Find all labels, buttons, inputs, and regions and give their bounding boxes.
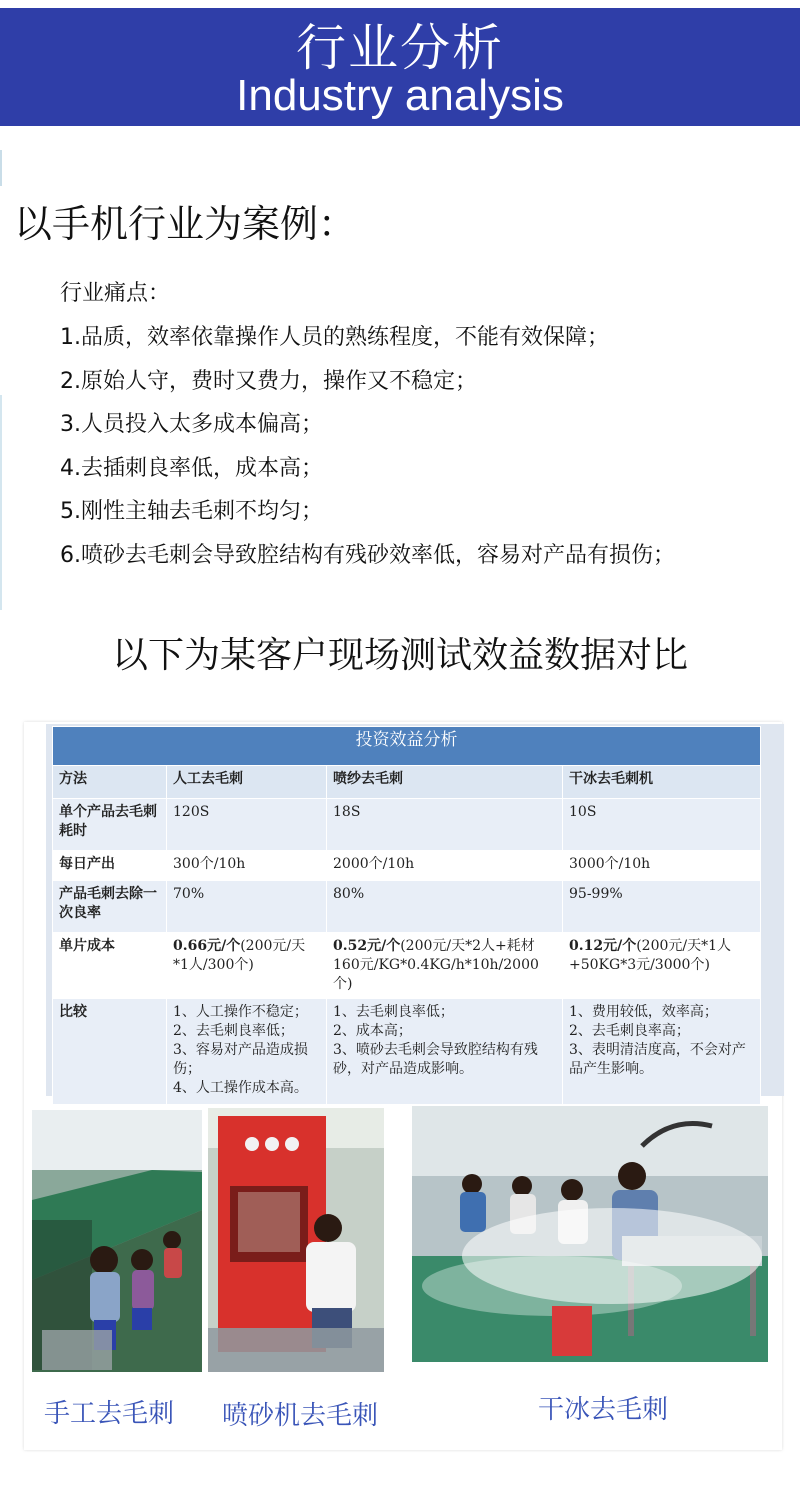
comparison-panel [24,722,782,1450]
compare-item: 4、人工操作成本高。 [173,1080,308,1096]
table-cell: 3000个/10h [563,851,761,881]
table-cell: 70% [167,881,327,933]
table-cell: 300个/10h [167,851,327,881]
table-row [53,881,761,933]
table-cell: 18S [327,799,563,851]
top-strip [0,0,800,8]
comparison-heading: 以下为某客户现场测试效益数据对比 [111,635,688,676]
compare-item: 2、成本高； [333,1023,412,1039]
pain-points-list [60,316,675,578]
table-cell [563,933,761,999]
compare-item: 1、人工操作不稳定； [173,1004,308,1020]
header-banner [0,8,800,126]
column-header: 人工去毛刺 [167,766,327,799]
compare-list [569,1003,754,1079]
table-cell [563,999,761,1105]
sandblasting-photo [208,1108,384,1372]
cost-detail: (200元/天*1人+50KG*3元/3000个) [569,938,732,973]
table-cell: 95-99% [563,881,761,933]
case-heading: 以手机行业为案例： [14,202,357,246]
table-cell [167,933,327,999]
banner-title-cn: 行业分析 [296,19,504,77]
table-row [53,933,761,999]
column-header: 方法 [53,766,167,799]
row-label: 每日产出 [53,851,167,881]
table-cell [327,933,563,999]
table-cell: 10S [563,799,761,851]
cost-value: 0.12元/个 [569,938,637,954]
cost-detail: (200元/天*1人/300个) [173,938,306,973]
table-cell: 2000个/10h [327,851,563,881]
row-label: 单片成本 [53,933,167,999]
column-header: 干冰去毛刺机 [563,766,761,799]
table-cell: 120S [167,799,327,851]
compare-item: 1、去毛刺良率低； [333,1004,454,1020]
pain-points-title: 行业痛点： [60,281,171,306]
column-header: 喷纱去毛刺 [327,766,563,799]
row-label: 单个产品去毛刺耗时 [53,799,167,851]
table-row [53,799,761,851]
table-row [53,999,761,1105]
cost-detail: (200元/天*2人+耗材160元/KG*0.4KG/h*10h/2000个) [333,938,539,992]
compare-item: 2、去毛刺良率低； [173,1023,294,1039]
pain-point-item: 5.刚性主轴去毛刺不均匀； [60,499,323,525]
table-cell: 80% [327,881,563,933]
compare-item: 3、容易对产品造成损伤； [173,1042,308,1077]
table-title: 投资效益分析 [53,727,761,766]
investment-benefit-table [52,726,761,1105]
dry-ice-photo [412,1106,768,1362]
pain-point-item: 3.人员投入太多成本偏高； [60,412,323,438]
caption-sandblasting: 喷砂机去毛刺 [222,1401,379,1431]
pain-point-item: 6.喷砂去毛刺会导致腔结构有残砂效率低，容易对产品有损伤； [60,542,675,568]
compare-item: 3、喷砂去毛刺会导致腔结构有残砂，对产品造成影响。 [333,1042,538,1077]
left-accent-line-top [0,150,2,186]
table-cell [167,999,327,1105]
pain-point-item: 2.原始人守，费时又费力，操作又不稳定； [60,368,477,394]
banner-title-en: Industry analysis [236,71,564,120]
compare-item: 3、表明清洁度高，不会对产品产生影响。 [569,1042,746,1077]
table-row [53,851,761,881]
cost-value: 0.52元/个 [333,938,401,954]
compare-list [173,1003,320,1098]
manual-deburring-photo [32,1110,202,1372]
caption-dry-ice: 干冰去毛刺 [538,1395,669,1425]
caption-manual: 手工去毛刺 [44,1399,175,1429]
pain-point-item: 1.品质，效率依靠操作人员的熟练程度，不能有效保障； [60,325,609,350]
compare-item: 2、去毛刺良率高； [569,1023,690,1039]
compare-list [333,1003,556,1079]
row-label: 比较 [53,999,167,1105]
compare-item: 1、费用较低，效率高； [569,1004,718,1020]
table-cell [327,999,563,1105]
row-label: 产品毛刺去除一次良率 [53,881,167,933]
cost-value: 0.66元/个 [173,938,241,954]
pain-point-item: 4.去插刺良率低，成本高； [60,455,323,481]
left-accent-line [0,395,2,610]
